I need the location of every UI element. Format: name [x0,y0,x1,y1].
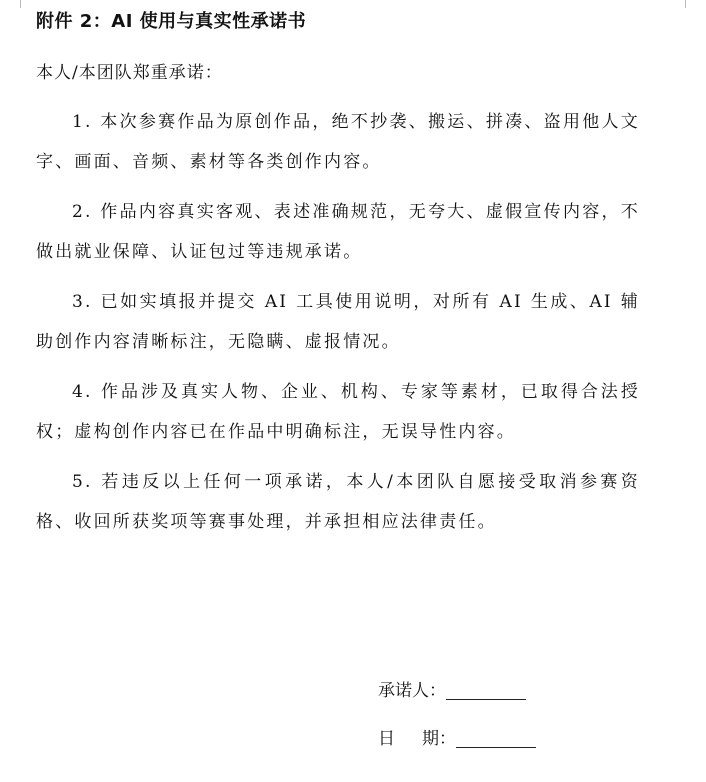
document-title: 附件 2：AI 使用与真实性承诺书 [36,11,307,32]
promiser-label: 承诺人： [378,681,446,701]
page-corner-mark-left [12,0,21,8]
date-field[interactable] [456,729,536,748]
commitment-item-5: 5. 若违反以上任何一项承诺，本人/本团队自愿接受取消参赛资格、收回所获奖项等赛事处理，并承担相应法律责任。 [36,472,640,532]
date-label-first: 日 [378,729,395,749]
page-corner-mark-right [685,0,694,8]
date-label [378,726,456,752]
commitment-item-4: 4. 作品涉及真实人物、企业、机构、专家等素材，已取得合法授权；虚构创作内容已在作品中明确标注，无误导性内容。 [36,382,640,442]
commitment-item-3: 3. 已如实填报并提交 AI 工具使用说明，对所有 AI 生成、AI 辅助创作内容清晰标注，无隐瞒、虚报情况。 [36,292,640,352]
commitment-list [36,102,640,552]
commitment-item-1: 1. 本次参赛作品为原创作品，绝不抄袭、搬运、拼凑、盗用他人文字、画面、音频、素材等各类创作内容。 [36,112,640,172]
date-row [378,726,536,752]
commitment-item-2: 2. 作品内容真实客观、表述准确规范，无夸大、虚假宣传内容，不做出就业保障、认证包过等违规承诺。 [36,202,640,262]
date-label-second: 期： [422,729,456,749]
promiser-signature-field[interactable] [446,681,526,700]
promiser-row [378,678,526,704]
intro-line: 本人/本团队郑重承诺： [36,63,223,83]
